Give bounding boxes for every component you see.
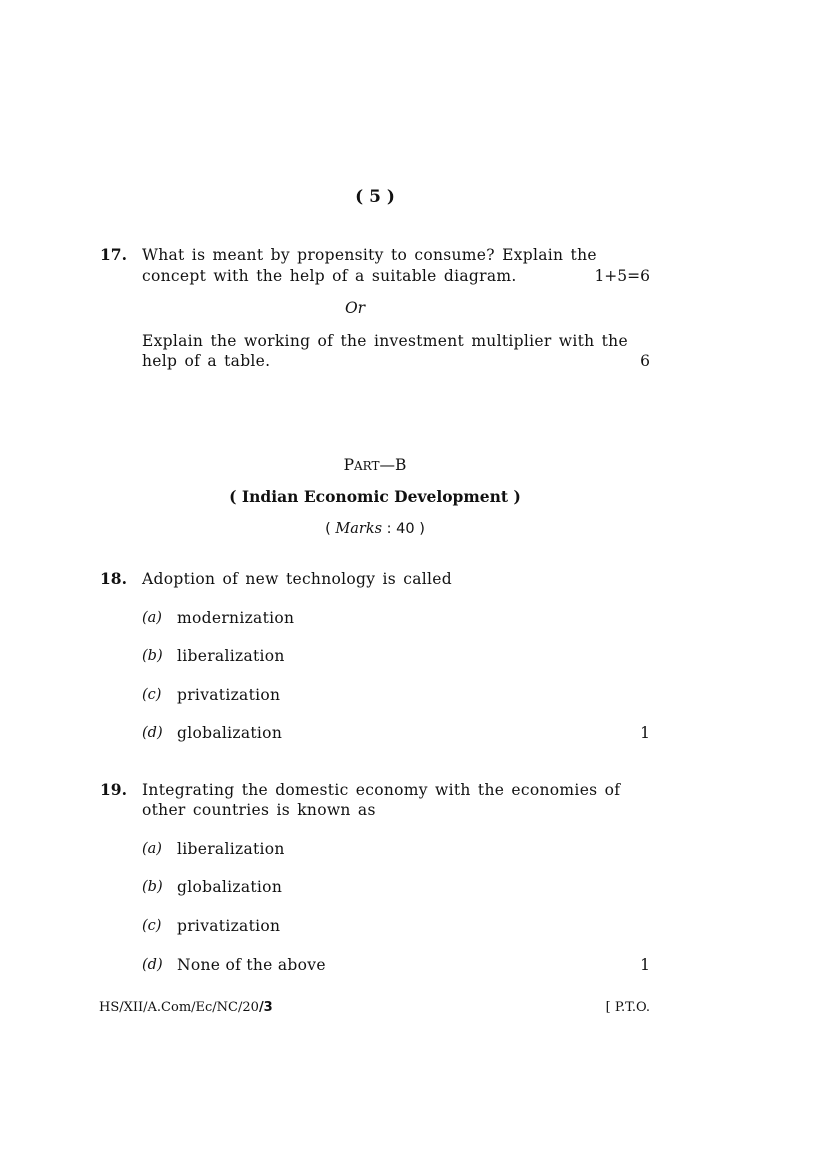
option-label: (a) [142,610,162,626]
question-marks: 6 [640,352,650,370]
question-number: 17. [100,245,127,264]
marks-word: Marks [335,521,383,537]
question-marks: 1 [640,724,650,742]
option-text: privatization [177,686,281,704]
page-number: ( 5 ) [355,187,395,207]
paper-code: HS/XII/A.Com/Ec/NC/20 [99,1000,259,1015]
question-marks: 1 [640,956,650,974]
option-label: (c) [142,687,162,703]
option-label: (c) [142,918,162,934]
option-text: privatization [177,917,281,935]
option-text: None of the above [177,956,326,974]
question-text: help of a table. [142,352,271,370]
option-label: (b) [142,879,163,895]
option-text: globalization [177,878,283,896]
question-number: 19. [100,780,127,799]
part-label: ART [354,459,380,473]
question-text: other countries is known as [142,801,376,819]
or-label: Or [344,299,366,317]
option-text: liberalization [177,840,285,858]
part-label: —B [379,456,407,474]
pto-label: [ P.T.O. [605,1000,650,1015]
question-text: What is meant by propensity to consume? Explain the [142,246,597,264]
question-text: Integrating the domestic economy with the economies of [142,781,621,799]
marks-value: : 40 ) [382,521,425,537]
option-text: liberalization [177,647,285,665]
part-title: ( Indian Economic Development ) [229,487,521,506]
paren: ( [325,521,336,537]
question-text: concept with the help of a suitable diagram. [142,267,517,285]
question-number: 18. [100,569,127,588]
part-heading [0,455,750,476]
option-label: (d) [142,725,163,741]
footer-code [99,998,273,1018]
question-text: Adoption of new technology is called [142,570,452,588]
question-marks: 1+5=6 [594,267,650,285]
option-text: modernization [177,609,295,627]
part-marks [0,519,750,539]
option-label: (b) [142,648,163,664]
option-label: (a) [142,841,162,857]
page-count: /3 [258,1000,273,1015]
option-text: globalization [177,724,283,742]
part-label: P [343,456,355,474]
option-label: (d) [142,957,163,973]
question-text: Explain the working of the investment multiplier with the [142,332,628,350]
